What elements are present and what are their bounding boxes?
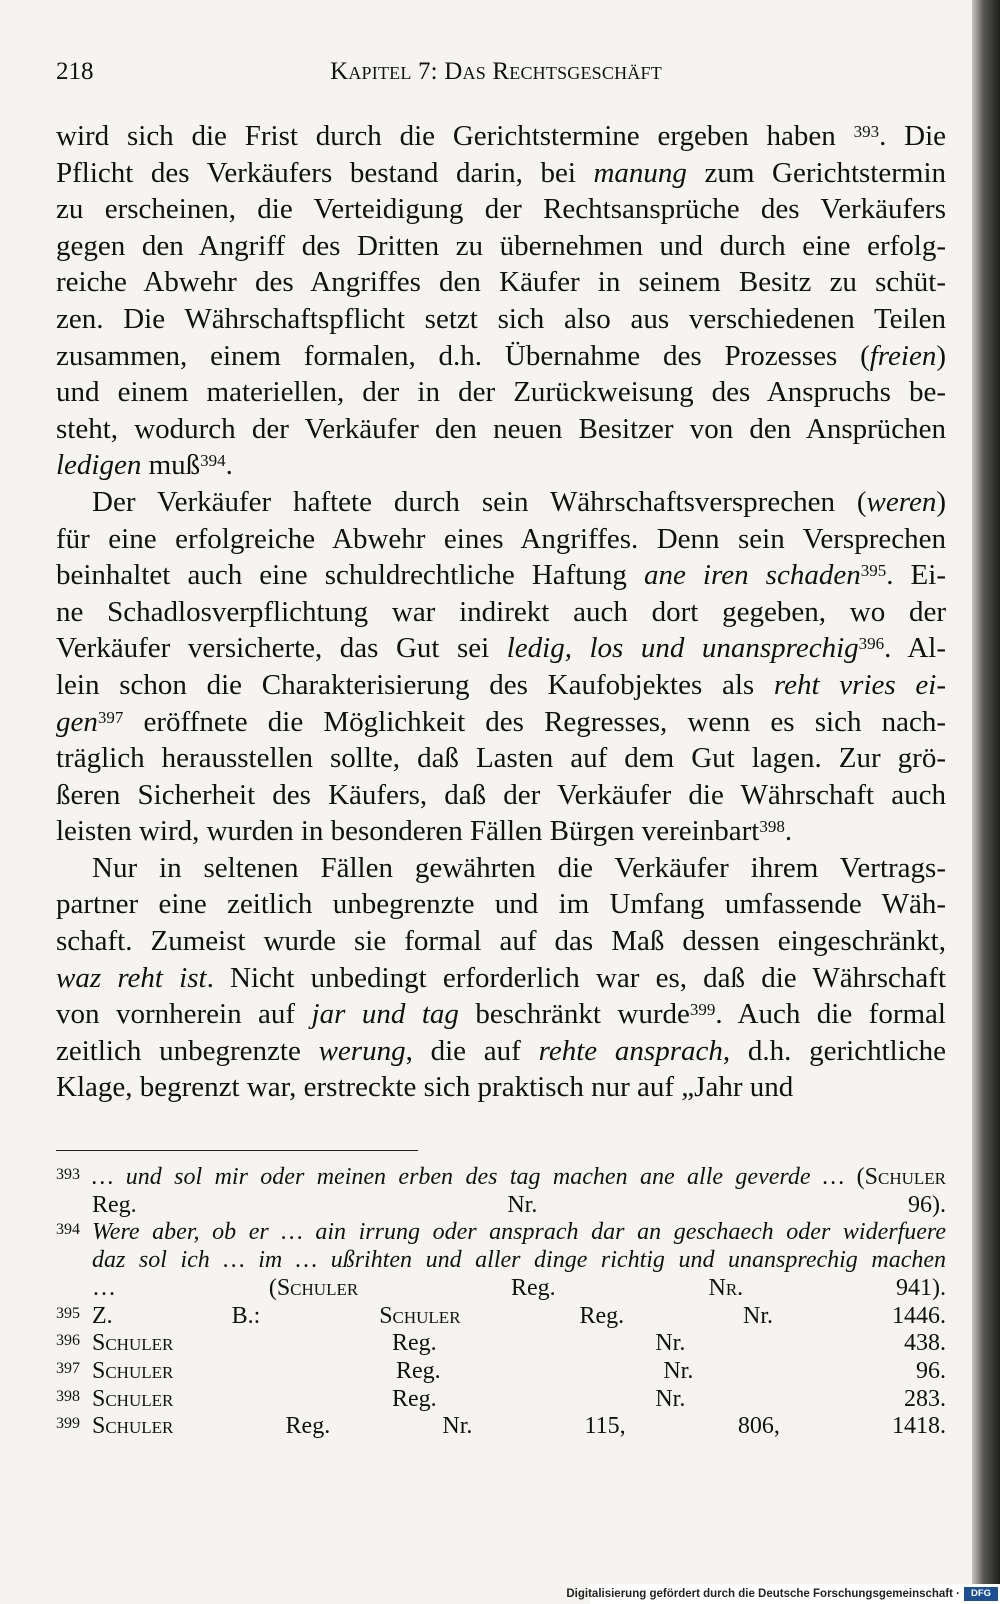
text-run: . Ei- <box>886 559 946 592</box>
text-run: und einem materiellen, der in der Zurückweisung des Anspruchs be- <box>56 376 946 409</box>
author-name: Nr <box>708 1274 738 1301</box>
text-run: steht, wodurch der Verkäufer den neuen Besitzer von den Ansprüchen <box>56 412 946 445</box>
footnote-reference: 398 <box>759 817 785 837</box>
footnote-number: 398 <box>56 1387 80 1405</box>
footnote <box>56 1303 946 1331</box>
text-line <box>56 777 946 814</box>
text-run: Reg. Nr. 115, 806, 1418. <box>173 1413 946 1440</box>
text-run: . 941). <box>737 1274 946 1301</box>
text-line <box>56 301 946 338</box>
text-line <box>56 118 946 155</box>
text-run: Z. B.: <box>92 1302 380 1329</box>
text-run: Reg. Nr. 283. <box>173 1385 946 1412</box>
footnote-reference: 397 <box>97 707 124 727</box>
footnote-line <box>92 1192 946 1220</box>
italic-term: weren <box>866 485 937 518</box>
italic-term: reht vries ei- <box>773 668 946 701</box>
footnote-reference: 396 <box>858 634 885 654</box>
text-run: Verkäufer versicherte, das Gut sei <box>56 632 507 665</box>
italic-term: waz reht ist <box>56 961 207 994</box>
text-run: … ( <box>92 1274 277 1301</box>
text-line <box>56 557 946 594</box>
italic-term: … und sol mir oder meinen erben des tag machen ane alle geverde … <box>92 1164 845 1190</box>
italic-term: jar und tag <box>311 998 459 1031</box>
footnote-separator <box>56 1150 418 1151</box>
text-run: reiche Abwehr des Angriffes den Käufer in seinem Besitz zu schüt- <box>56 266 946 299</box>
text-run: zu erscheinen, die Verteidigung der Rechtsansprüche des Verkäufers <box>56 193 946 226</box>
footnote-line <box>92 1386 946 1414</box>
footnote <box>56 1413 946 1441</box>
text-line <box>56 411 946 448</box>
text-run: eröffnete die Möglichkeit des Regresses, wenn es sich nach- <box>123 705 946 738</box>
text-run: träglich herausstellen sollte, daß Lasten auf dem Gut lagen. Zur grö- <box>56 742 946 775</box>
text-run: Reg. <box>358 1274 709 1301</box>
author-name: Schuler <box>92 1385 174 1412</box>
italic-term: ane iren schaden <box>643 559 861 592</box>
author-name: Schuler <box>92 1413 174 1440</box>
text-line <box>56 704 946 741</box>
text-run: . Auch die formal <box>715 998 946 1031</box>
italic-term: manung <box>593 156 687 189</box>
text-line <box>56 667 946 704</box>
italic-term: gen <box>56 705 98 738</box>
text-run: ( <box>844 1164 865 1190</box>
footnote-line <box>92 1413 946 1441</box>
footnote-reference: 394 <box>200 451 226 471</box>
text-line <box>56 264 946 301</box>
footnote <box>56 1358 946 1386</box>
text-run: zeitlich unbegrenzte <box>56 1034 319 1067</box>
author-name: Schuler <box>276 1274 359 1301</box>
text-run: Reg. Nr. 96). <box>92 1191 946 1218</box>
italic-term: daz sol ich … im … ußrihten und aller dinge richtig und unansprechig machen <box>92 1247 946 1274</box>
footnote-number: 395 <box>56 1304 80 1322</box>
text-line <box>56 886 946 923</box>
text-run: ßeren Sicherheit des Käufers, daß der Verkäufer die Währschaft auch <box>56 778 946 811</box>
text-line <box>56 338 946 375</box>
paragraph <box>56 484 946 850</box>
footnote-line <box>92 1303 946 1331</box>
text-run: Pflicht des Verkäufers bestand darin, bei <box>56 156 594 189</box>
text-run: für eine erfolgreiche Abwehr eines Angriffes. Denn sein Versprechen <box>56 522 946 555</box>
author-name: Schuler <box>379 1302 461 1329</box>
text-run: . Nicht unbedingt erforderlich war es, daß die Währschaft <box>206 961 946 994</box>
digitization-footer <box>566 1584 1000 1604</box>
text-run: beinhaltet auch eine schuldrechtliche Haftung <box>56 559 644 592</box>
text-run: . Die <box>879 120 946 152</box>
footnote-number: 397 <box>56 1359 80 1377</box>
page-header <box>56 58 936 92</box>
text-line <box>56 374 946 411</box>
text-run: partner eine zeitlich unbegrenzte und im Umfang umfassende Wäh- <box>56 888 946 921</box>
italic-term: rehte ansprach <box>538 1034 723 1067</box>
footnote <box>56 1386 946 1414</box>
footnote-number: 399 <box>56 1415 80 1433</box>
text-run: Reg. Nr. 96. <box>173 1357 946 1384</box>
dfg-logo-icon: DFG <box>964 1587 998 1601</box>
digitization-credit: Digitalisierung gefördert durch die Deutsche Forschungsgemeinschaft · <box>566 1588 960 1600</box>
text-line <box>56 228 946 265</box>
text-run: muß <box>141 449 201 482</box>
book-gutter-shadow <box>972 0 1000 1584</box>
footnote-number: 394 <box>56 1221 80 1239</box>
paragraph <box>56 118 946 484</box>
footnote-line <box>92 1219 946 1247</box>
text-line <box>56 521 946 558</box>
text-run: Klage, begrenzt war, erstreckte sich praktisch nur auf „Jahr und <box>56 1071 794 1104</box>
text-line <box>56 1033 946 1070</box>
author-name: Schuler <box>92 1357 174 1384</box>
text-run: ) <box>936 485 946 518</box>
text-run: . <box>784 815 793 848</box>
body-text <box>56 118 946 1106</box>
footnote-line <box>92 1164 946 1192</box>
text-line <box>56 447 946 484</box>
text-line <box>56 923 946 960</box>
paragraph <box>56 850 946 1106</box>
text-run: beschränkt wurde <box>458 998 690 1031</box>
italic-term: freien <box>869 339 937 372</box>
text-run: Nur in seltenen Fällen gewährten die Verkäufer ihrem Vertrags- <box>92 851 946 884</box>
text-line <box>56 996 946 1033</box>
page-number: 218 <box>56 58 94 85</box>
text-line <box>56 850 946 887</box>
footnote-number: 396 <box>56 1332 80 1350</box>
text-run: zusammen, einem formalen, d.h. Übernahme des Prozesses ( <box>56 339 870 372</box>
text-run: . <box>225 449 233 482</box>
footnote <box>56 1219 946 1302</box>
text-run: . Al- <box>884 632 946 665</box>
text-line <box>56 594 946 631</box>
text-line <box>56 630 946 667</box>
text-run: wird sich die Frist durch die Gerichtstermine ergeben haben <box>56 120 854 152</box>
italic-term: ledig, los und unansprechig <box>506 632 859 665</box>
text-line <box>56 1069 946 1106</box>
text-line <box>56 960 946 997</box>
footnote-line <box>92 1330 946 1358</box>
footnote-number: 393 <box>56 1166 80 1183</box>
footnote-reference: 395 <box>860 561 887 581</box>
footnote-reference: 399 <box>689 1000 716 1020</box>
text-run: gegen den Angriff des Dritten zu übernehmen und durch eine erfolg- <box>56 229 946 262</box>
footnote-line <box>92 1358 946 1386</box>
text-run: ne Schadlosverpflichtung war indirekt auch dort gegeben, wo der <box>56 595 946 628</box>
text-run: Reg. Nr. 438. <box>173 1330 946 1357</box>
text-run: zen. Die Währschaftspflicht setzt sich also aus verschiedenen Teilen <box>56 302 946 335</box>
text-run: von vornherein auf <box>56 998 312 1031</box>
text-run: ) <box>936 339 946 372</box>
text-run: , die auf <box>405 1034 539 1067</box>
footnote-line <box>92 1275 946 1303</box>
italic-term: werung <box>318 1034 406 1067</box>
footnote-reference: 393 <box>853 122 880 141</box>
text-line <box>56 191 946 228</box>
text-run: Reg. Nr. 1446. <box>460 1302 946 1329</box>
author-name: Schuler <box>864 1164 946 1190</box>
text-run: zum Gerichtstermin <box>686 156 946 189</box>
footnote <box>56 1164 946 1219</box>
italic-term: ledigen <box>56 449 142 482</box>
text-run: , d.h. gerichtliche <box>722 1034 947 1067</box>
text-run: schaft. Zumeist wurde sie formal auf das Maß dessen eingeschränkt, <box>56 925 946 958</box>
footnote <box>56 1330 946 1358</box>
text-run: leisten wird, wurden in besonderen Fällen Bürgen vereinbart <box>56 815 760 848</box>
italic-term: Were aber, ob er … ain irrung oder ansprach dar an geschaech oder widerfuere <box>92 1219 946 1246</box>
text-line <box>56 813 946 850</box>
text-line <box>56 740 946 777</box>
running-head: Kapitel 7: Das Rechtsgeschäft <box>330 58 662 85</box>
text-run: lein schon die Charakterisierung des Kaufobjektes als <box>56 668 774 701</box>
footnote-line <box>92 1247 946 1275</box>
footnotes <box>56 1164 946 1441</box>
text-run: Der Verkäufer haftete durch sein Währschaftsversprechen ( <box>92 485 867 518</box>
text-line <box>56 484 946 521</box>
author-name: Schuler <box>92 1330 174 1357</box>
text-line <box>56 155 946 192</box>
